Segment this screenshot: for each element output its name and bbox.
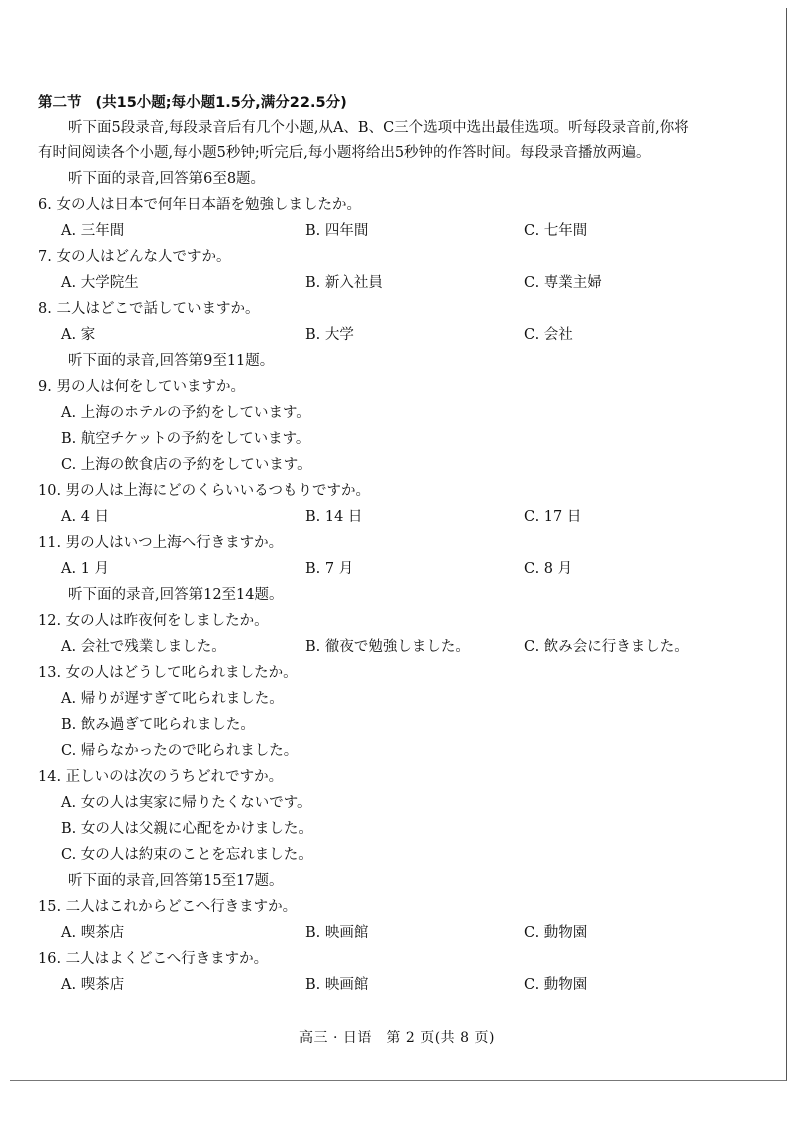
section-subtitle: (共15小题;每小题1.5分,满分22.5分) (95, 95, 347, 111)
option-c: C. 動物園 (524, 925, 588, 941)
option-a: A. 三年間 (61, 223, 125, 239)
question-10-options (38, 504, 738, 530)
question-6: 6. 女の人は日本で何年日本語を勉強しましたか。 (38, 197, 361, 213)
option-c: C. 17 日 (524, 509, 582, 525)
option-c: C. 帰らなかったので叱られました。 (61, 743, 299, 759)
option-b: B. 女の人は父親に心配をかけました。 (61, 821, 313, 837)
question-15: 15. 二人はこれからどこへ行きますか。 (38, 899, 298, 915)
option-a: A. 帰りが遅すぎて叱られました。 (61, 691, 284, 707)
question-11-options (38, 556, 738, 582)
option-b: B. 飲み過ぎて叱られました。 (61, 717, 255, 733)
question-8: 8. 二人はどこで話していますか。 (38, 301, 260, 317)
option-b: B. 14 日 (305, 509, 363, 525)
option-c: C. 女の人は約束のことを忘れました。 (61, 847, 313, 863)
option-c: C. 8 月 (524, 561, 573, 577)
listening-instruction-1: 听下面的录音,回答第6至8题。 (68, 171, 266, 187)
question-6-options (38, 218, 738, 244)
option-a: A. 上海のホテルの予約をしています。 (61, 405, 311, 421)
question-16: 16. 二人はよくどこへ行きますか。 (38, 951, 269, 967)
question-7-options (38, 270, 738, 296)
option-b: B. 映画館 (305, 925, 369, 941)
option-c: C. 上海の飲食店の予約をしています。 (61, 457, 312, 473)
question-7: 7. 女の人はどんな人ですか。 (38, 249, 231, 265)
listening-instruction-2: 听下面的录音,回答第9至11题。 (68, 353, 275, 369)
question-14: 14. 正しいのは次のうちどれですか。 (38, 769, 284, 785)
option-b: B. 航空チケットの予約をしています。 (61, 431, 311, 447)
option-c: C. 七年間 (524, 223, 588, 239)
option-b: B. 7 月 (305, 561, 354, 577)
question-12-options (38, 634, 738, 660)
option-c: C. 専業主婦 (524, 275, 602, 291)
option-c: C. 会社 (524, 327, 573, 343)
option-c: C. 飲み会に行きました。 (524, 639, 689, 655)
page-footer: 高三 · 日语 第 2 页(共 8 页) (299, 1030, 495, 1046)
listening-instruction-3: 听下面的录音,回答第12至14题。 (68, 587, 284, 603)
option-b: B. 新入社員 (305, 275, 383, 291)
question-15-options (38, 920, 738, 946)
question-12: 12. 女の人は昨夜何をしましたか。 (38, 613, 269, 629)
question-10: 10. 男の人は上海にどのくらいいるつもりですか。 (38, 483, 371, 499)
option-a: A. 1 月 (61, 561, 110, 577)
question-11: 11. 男の人はいつ上海へ行きますか。 (38, 535, 284, 551)
question-8-options (38, 322, 738, 348)
option-b: B. 徹夜で勉強しました。 (305, 639, 470, 655)
section-heading (38, 90, 738, 116)
option-b: B. 大学 (305, 327, 354, 343)
option-b: B. 四年間 (305, 223, 369, 239)
option-a: A. 喫茶店 (61, 977, 125, 993)
option-c: C. 動物園 (524, 977, 588, 993)
option-a: A. 会社で残業しました。 (61, 639, 226, 655)
option-a: A. 喫茶店 (61, 925, 125, 941)
question-9: 9. 男の人は何をしていますか。 (38, 379, 245, 395)
exam-content (38, 90, 738, 998)
section-instructions: 听下面5段录音,每段录音后有几个小题,从A、B、C三个选项中选出最佳选项。听每段录音前,你将有时间阅读各个小题,每小题5秒钟;听完后,每小题将给出5秒钟的作答时间。每段录音播放两遍。 (38, 120, 689, 161)
option-a: A. 4 日 (61, 509, 110, 525)
option-a: A. 大学院生 (61, 275, 139, 291)
option-a: A. 女の人は実家に帰りたくないです。 (61, 795, 312, 811)
question-16-options (38, 972, 738, 998)
question-13: 13. 女の人はどうして叱られましたか。 (38, 665, 298, 681)
listening-instruction-4: 听下面的录音,回答第15至17题。 (68, 873, 284, 889)
option-b: B. 映画館 (305, 977, 369, 993)
option-a: A. 家 (61, 327, 96, 343)
section-title: 第二节 (38, 95, 82, 111)
